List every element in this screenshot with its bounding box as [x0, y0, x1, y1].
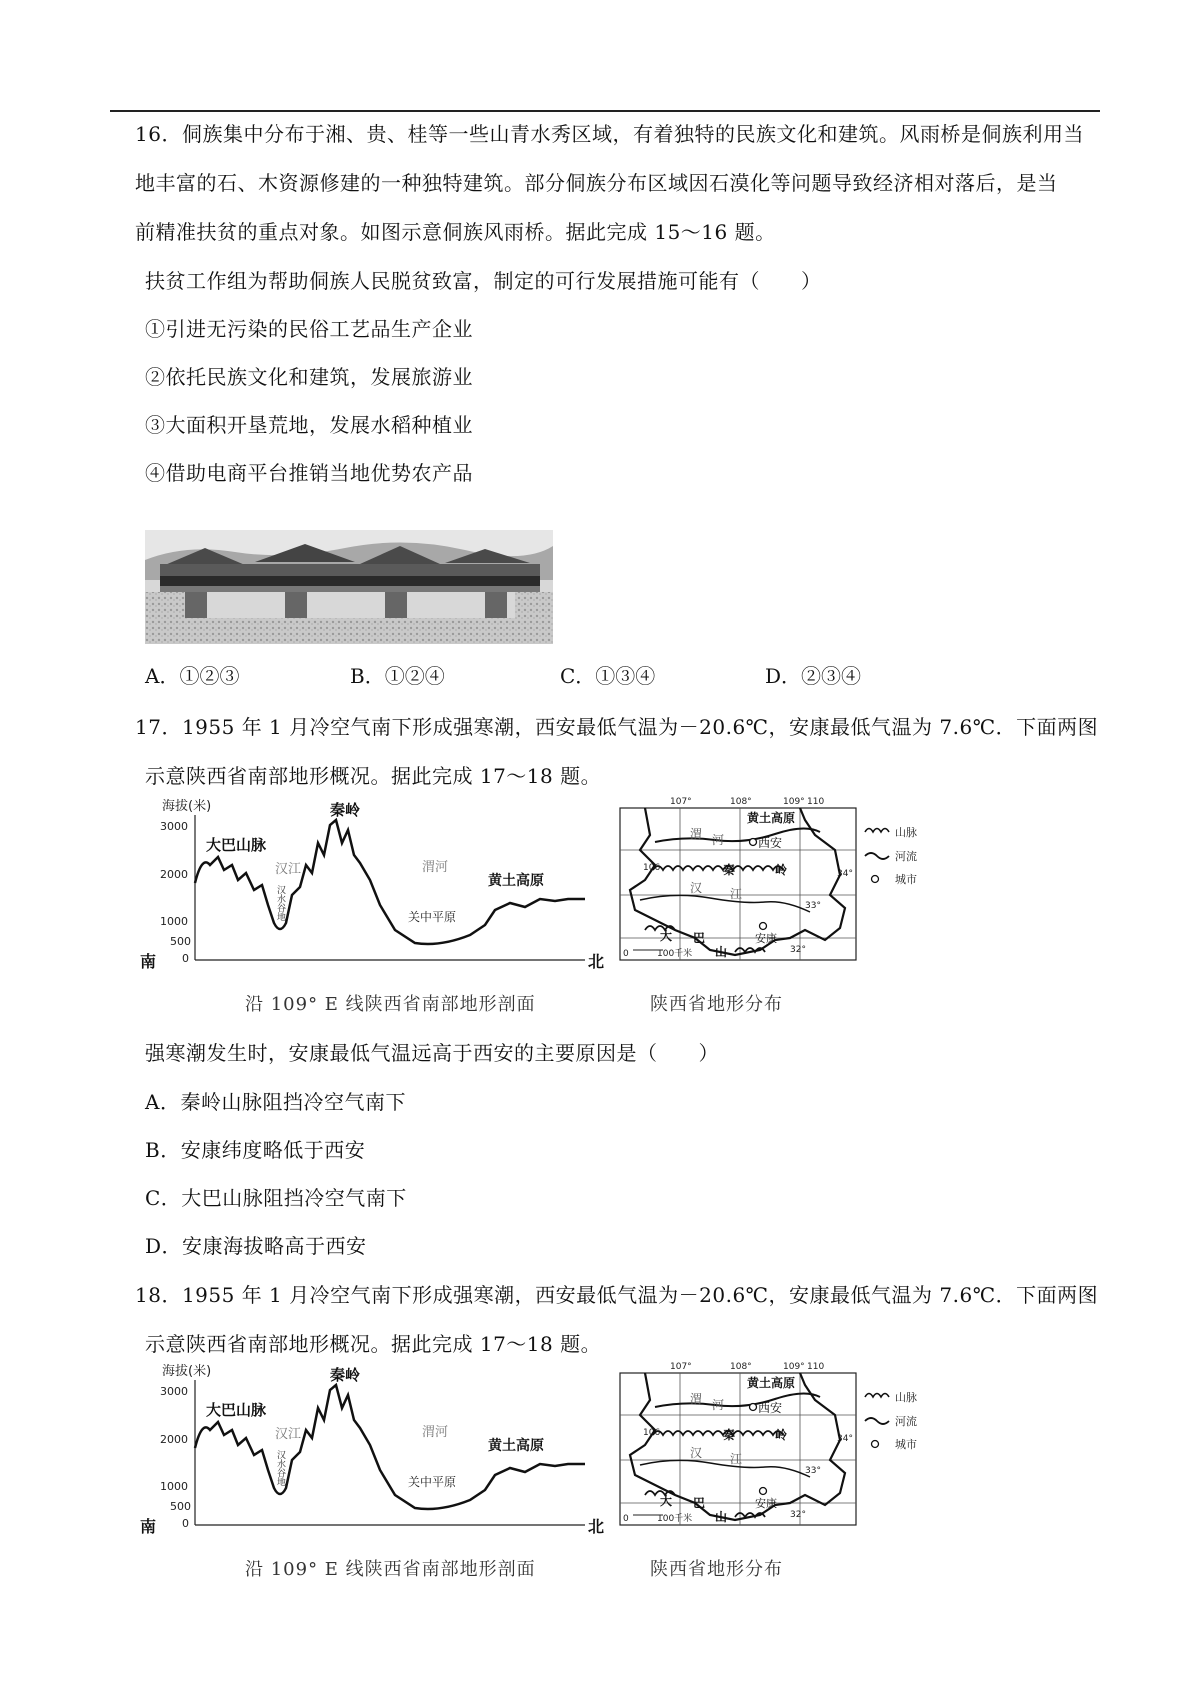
map-xian-city-marker — [750, 839, 757, 846]
profile-north-label: 北 — [588, 952, 605, 971]
profile-tick-1000: 1000 — [160, 915, 188, 928]
map2-da-label: 大 — [660, 1494, 673, 1508]
profile-guanzhong-label: 关中平原 — [408, 910, 457, 924]
map-da-label: 大 — [660, 929, 673, 943]
q16-option-d: D．②③④ — [765, 664, 862, 688]
q17-question: 强寒潮发生时，安康最低气温远高于西安的主要原因是（ ） — [145, 1041, 719, 1065]
legend-city-icon — [872, 876, 879, 883]
q16-item-3: ③大面积开垦荒地，发展水稻种植业 — [145, 413, 473, 437]
map2-lon-108: 108° — [730, 1362, 752, 1372]
profile-hanshui-label: 汉水谷地 — [275, 885, 285, 921]
legend2-mountain-label: 山脉 — [895, 1391, 917, 1404]
map2-lon-109: 109° — [783, 1362, 805, 1372]
terrain-profile-figure-2 — [140, 1360, 605, 1536]
map-han-label: 汉 — [690, 881, 703, 895]
profile-caption-2: 沿 109° E 线陕西省南部地形剖面 — [245, 1559, 536, 1580]
legend2-river-icon — [865, 1418, 889, 1424]
q16-item-1: ①引进无污染的民俗工艺品生产企业 — [145, 317, 473, 341]
profile2-south-label: 南 — [140, 1517, 157, 1536]
terrain-profile-figure-1 — [140, 795, 605, 971]
legend-mountain-label: 山脉 — [895, 826, 917, 839]
map-lat-34: 34° — [837, 869, 853, 879]
map2-scale-zero: 0 — [623, 1514, 629, 1524]
q16-option-b: B．①②④ — [350, 664, 445, 688]
map-ankang-city-marker — [760, 923, 767, 930]
q17-option-b: B．安康纬度略低于西安 — [145, 1138, 366, 1162]
legend-mountain-icon — [865, 829, 889, 833]
legend-river-label: 河流 — [895, 850, 917, 863]
header-rule — [110, 110, 1100, 112]
q17-stem-line-2: 示意陕西省南部地形概况。据此完成 17～18 题。 — [145, 764, 602, 788]
wind-rain-bridge-photo — [145, 530, 553, 644]
shaanxi-map-figure-1 — [615, 790, 935, 980]
profile-weihe-label: 渭河 — [422, 860, 449, 875]
legend2-city-icon — [872, 1441, 879, 1448]
map2-xian-city-marker — [750, 1404, 757, 1411]
profile2-daba-label: 大巴山脉 — [206, 1401, 267, 1419]
profile2-guanzhong-label: 关中平原 — [408, 1475, 457, 1489]
q16-item-4: ④借助电商平台推销当地优势农产品 — [145, 461, 473, 485]
legend-city-label: 城市 — [895, 873, 917, 886]
shaanxi-map-figure-2 — [615, 1355, 935, 1545]
map-lon-108: 108° — [730, 797, 752, 807]
map2-ankang-label: 安康 — [755, 1497, 777, 1510]
q17-stem-line-1: 17．1955 年 1 月冷空气南下形成强寒潮，西安最低气温为－20.6℃，安康最低气温为 7.6℃．下面两图 — [135, 715, 1099, 739]
q16-question: 扶贫工作组为帮助侗族人民脱贫致富，制定的可行发展措施可能有（ ） — [145, 269, 822, 293]
profile-tick-2000: 2000 — [160, 868, 188, 881]
q16-item-2: ②依托民族文化和建筑，发展旅游业 — [145, 365, 473, 389]
profile2-tick-500: 500 — [170, 1500, 191, 1513]
map-huangtu-label: 黄土高原 — [747, 811, 796, 825]
profile2-north-label: 北 — [588, 1517, 605, 1536]
map2-jiang-label: 江 — [730, 1452, 743, 1466]
q18-stem-line-1: 18．1955 年 1 月冷空气南下形成强寒潮，西安最低气温为－20.6℃，安康最低气温为 7.6℃．下面两图 — [135, 1283, 1099, 1307]
profile2-hanshui-label: 汉水谷地 — [275, 1450, 285, 1486]
map-scale-zero: 0 — [623, 949, 629, 959]
map2-lon-107: 107° — [670, 1362, 692, 1372]
map-lon-106: 106 — [643, 863, 661, 873]
map-ba-label: 巴 — [693, 931, 706, 945]
map-lat-32: 32° — [790, 945, 806, 955]
map2-he-label: 河 — [712, 1398, 725, 1412]
map-shan-label: 山 — [715, 945, 728, 959]
map2-lat-33: 33° — [805, 1466, 821, 1476]
q16-stem-line-1: 16．侗族集中分布于湘、贵、桂等一些山青水秀区域，有着独特的民族文化和建筑。风雨桥是侗族利用当 — [135, 122, 1084, 146]
q17-option-a: A．秦岭山脉阻挡冷空气南下 — [145, 1090, 406, 1114]
legend2-city-label: 城市 — [895, 1438, 917, 1451]
map-qin-label: 秦 — [723, 863, 736, 877]
profile-tick-0: 0 — [182, 952, 189, 965]
legend-river-icon — [865, 853, 889, 859]
legend2-mountain-icon — [865, 1394, 889, 1398]
q16-stem-line-3: 前精准扶贫的重点对象。如图示意侗族风雨桥。据此完成 15～16 题。 — [135, 220, 776, 244]
profile-tick-500: 500 — [170, 935, 191, 948]
q17-option-d: D．安康海拔略高于西安 — [145, 1234, 367, 1258]
map2-xian-label: 西安 — [758, 1401, 783, 1415]
map2-lon-110: 110 — [807, 1362, 825, 1372]
map2-qin-label: 秦 — [723, 1428, 736, 1442]
legend2-river-label: 河流 — [895, 1415, 917, 1428]
map-ankang-label: 安康 — [755, 932, 777, 945]
map-ling-label: 岭 — [775, 863, 788, 877]
map2-lon-106: 106 — [643, 1428, 661, 1438]
map-he-label: 河 — [712, 833, 725, 847]
map-wei-label: 渭 — [690, 827, 703, 841]
profile-qinling-label: 秦岭 — [330, 801, 361, 819]
profile-ylabel: 海拔(米) — [162, 799, 212, 814]
map-lon-107: 107° — [670, 797, 692, 807]
map2-ankang-city-marker — [760, 1488, 767, 1495]
q18-stem-line-2: 示意陕西省南部地形概况。据此完成 17～18 题。 — [145, 1332, 602, 1356]
q16-stem-line-2: 地丰富的石、木资源修建的一种独特建筑。部分侗族分布区域因石漠化等问题导致经济相对落后，是当 — [135, 171, 1058, 195]
map2-lat-32: 32° — [790, 1510, 806, 1520]
profile2-weihe-label: 渭河 — [422, 1425, 449, 1440]
map-scale-100: 100千米 — [657, 949, 693, 959]
q16-option-c: C．①③④ — [560, 664, 656, 688]
profile-tick-3000: 3000 — [160, 820, 188, 833]
profile2-tick-1000: 1000 — [160, 1480, 188, 1493]
map2-wei-label: 渭 — [690, 1392, 703, 1406]
map-caption-2: 陕西省地形分布 — [650, 1559, 783, 1580]
profile2-tick-3000: 3000 — [160, 1385, 188, 1398]
map-caption-1: 陕西省地形分布 — [650, 994, 783, 1015]
q17-option-c: C．大巴山脉阻挡冷空气南下 — [145, 1186, 407, 1210]
map-lon-110: 110 — [807, 797, 825, 807]
map2-scale-100: 100千米 — [657, 1514, 693, 1524]
map2-ling-label: 岭 — [775, 1428, 788, 1442]
map-lat-33: 33° — [805, 901, 821, 911]
profile2-ylabel: 海拔(米) — [162, 1364, 212, 1379]
map2-ba-label: 巴 — [693, 1496, 706, 1510]
profile-daba-label: 大巴山脉 — [206, 836, 267, 854]
profile2-hanjiang-label: 汉江 — [275, 1427, 302, 1442]
profile2-tick-0: 0 — [182, 1517, 189, 1530]
map2-huangtu-label: 黄土高原 — [747, 1376, 796, 1390]
map-jiang-label: 江 — [730, 887, 743, 901]
map-lon-109: 109° — [783, 797, 805, 807]
map-xian-label: 西安 — [758, 836, 783, 850]
map2-lat-34: 34° — [837, 1434, 853, 1444]
profile2-tick-2000: 2000 — [160, 1433, 188, 1446]
profile-caption-1: 沿 109° E 线陕西省南部地形剖面 — [245, 994, 536, 1015]
profile-hanjiang-label: 汉江 — [275, 862, 302, 877]
map2-han-label: 汉 — [690, 1446, 703, 1460]
q16-option-a: A．①②③ — [145, 664, 240, 688]
profile2-qinling-label: 秦岭 — [330, 1366, 361, 1384]
profile2-huangtu-label: 黄土高原 — [488, 1438, 544, 1454]
map2-shan-label: 山 — [715, 1510, 728, 1524]
profile-south-label: 南 — [140, 952, 157, 971]
profile-huangtu-label: 黄土高原 — [488, 873, 544, 889]
